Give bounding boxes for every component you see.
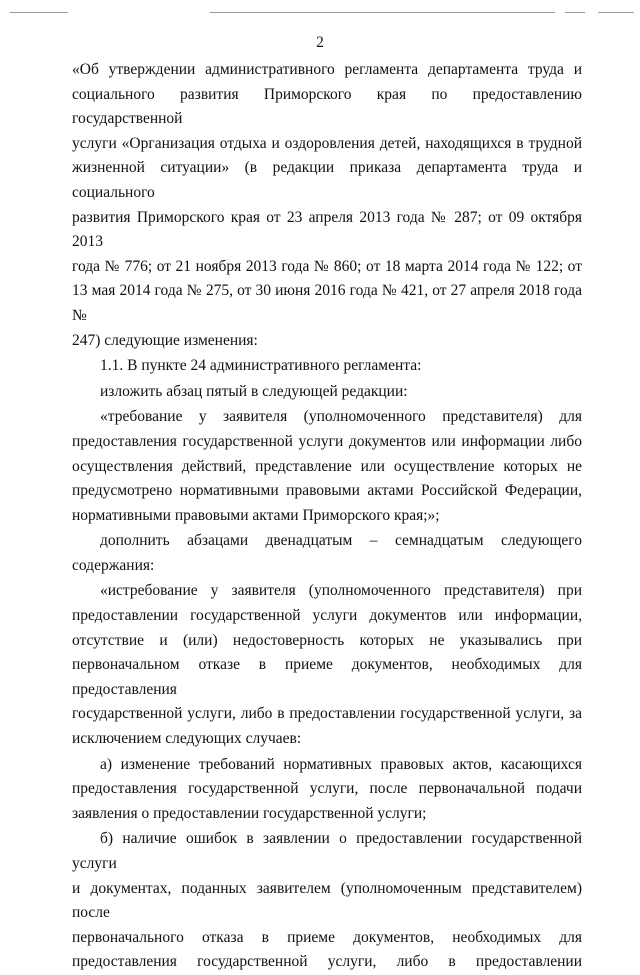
- text-line: жизненной ситуации» (в редакции приказа департамента труда и социального: [72, 159, 582, 201]
- text-line: социального развития Приморского края по предоставлению государственной: [72, 85, 582, 128]
- document-body: [72, 58, 582, 975]
- text-line: «Об утверждении административного регламента департамента труда и: [72, 61, 582, 78]
- text-line: 247) следующие изменения:: [72, 331, 258, 349]
- text-line: развития Приморского края от 23 апреля 2013 года № 287; от 09 октября 2013: [72, 208, 582, 251]
- text-line: нормативными правовыми актами Приморского края;»;: [72, 506, 440, 524]
- paragraph: [72, 753, 582, 827]
- text-line: «требование у заявителя (уполномоченного представителя) для: [100, 408, 582, 426]
- text-line: услуги «Организация отдыха и оздоровления детей, находящихся в трудной: [72, 134, 582, 152]
- page-number: 2: [316, 34, 324, 51]
- text-line: предусмотрено нормативными правовыми актами Российской Федерации,: [72, 482, 582, 500]
- paragraph: [72, 58, 582, 353]
- paragraph: [72, 405, 582, 528]
- text-line: содержания:: [72, 556, 155, 574]
- scan-top-line: [565, 12, 585, 13]
- text-line: государственной услуги, либо в предоставлении государственной услуги, за: [72, 705, 582, 723]
- text-line: осуществления действий, представление или осуществление которых не: [72, 457, 582, 475]
- text-line: 1.1. В пункте 24 административного регламента:: [100, 357, 422, 375]
- text-line: б) наличие ошибок в заявлении о предоставлении государственной услуги: [72, 830, 582, 872]
- text-line: первоначального отказа в приеме документов, необходимых для: [72, 928, 582, 946]
- text-line: исключением следующих случаев:: [72, 730, 302, 748]
- text-line: отсутствие и (или) недостоверность которых не указывались при: [72, 631, 582, 649]
- text-line: а) изменение требований нормативных правовых актов, касающихся: [100, 755, 582, 773]
- text-line: года № 776; от 21 ноября 2013 года № 860; от 18 марта 2014 года № 122; от: [72, 257, 582, 275]
- text-line: «истребование у заявителя (уполномоченного представителя) при: [100, 582, 582, 600]
- text-line: предоставлении государственной услуги документов или информации,: [72, 607, 582, 625]
- paragraph: [72, 529, 582, 578]
- text-line: предоставления государственной услуги документов или информации либо: [72, 432, 582, 450]
- scan-top-line: [10, 12, 68, 13]
- text-line: предоставления государственной услуги, после первоначальной подачи: [72, 780, 582, 798]
- text-line: заявления о предоставлении государственной услуги;: [72, 804, 427, 822]
- scan-top-line: [598, 12, 634, 13]
- paragraph: [72, 827, 582, 975]
- text-line: предоставления государственной услуги, либо в предоставлении: [72, 953, 582, 971]
- scan-top-line: [210, 12, 555, 13]
- text-line: изложить абзац пятый в следующей редакции:: [100, 382, 408, 400]
- paragraph: [72, 380, 582, 405]
- paragraph: [72, 579, 582, 751]
- text-line: первоначальном отказе в приеме документов, необходимых для предоставления: [72, 656, 582, 698]
- paragraph: [72, 354, 582, 379]
- text-line: и документах, поданных заявителем (уполномоченным представителем) после: [72, 879, 582, 922]
- text-line: дополнить абзацами двенадцатым – семнадцатым следующего: [100, 532, 582, 550]
- text-line: 13 мая 2014 года № 275, от 30 июня 2016 года № 421, от 27 апреля 2018 года №: [72, 282, 582, 324]
